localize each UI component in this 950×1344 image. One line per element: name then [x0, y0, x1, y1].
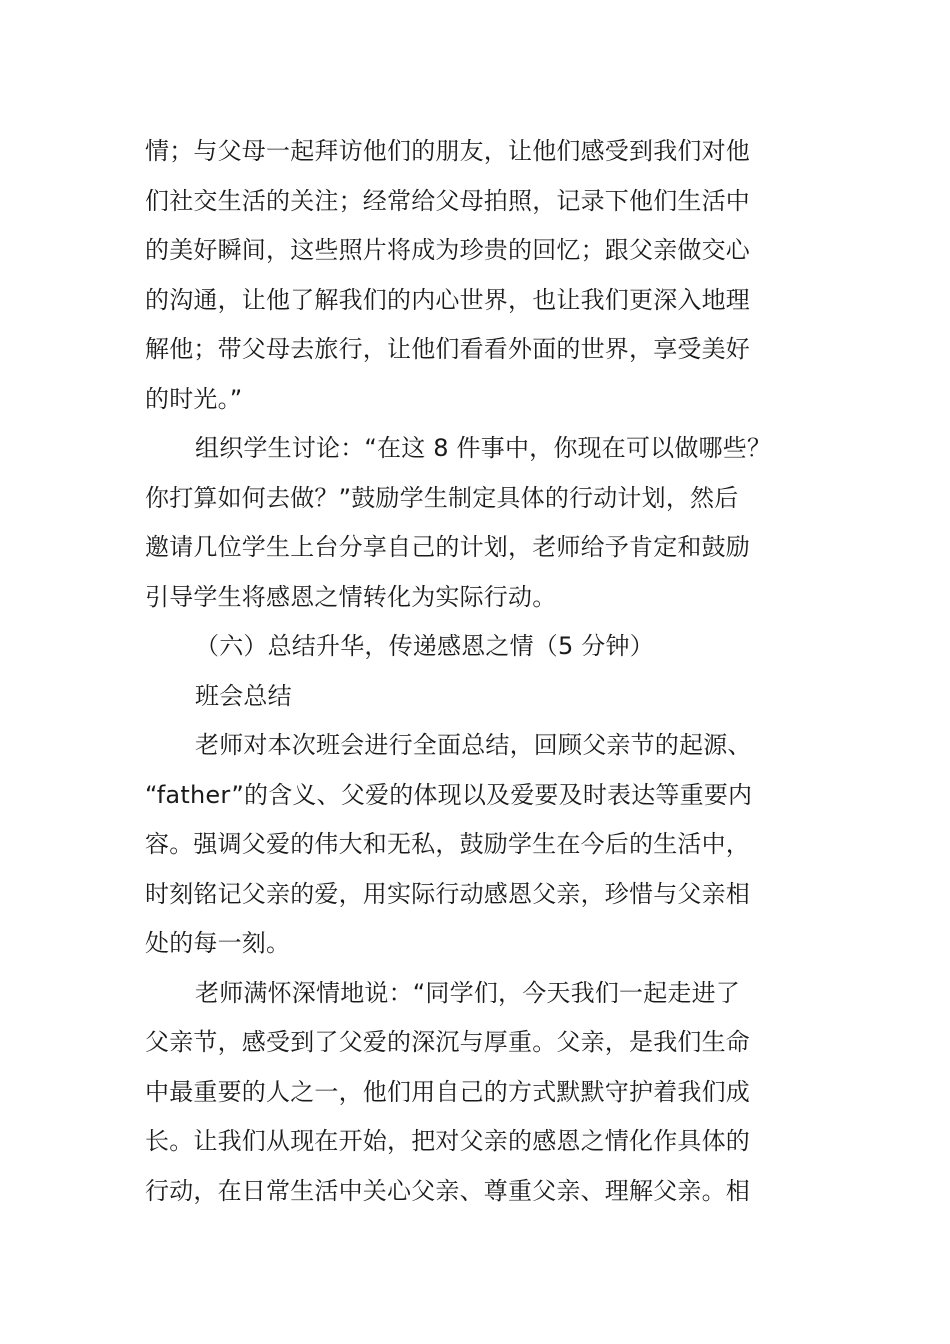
paragraph-start-line: 老师满怀深情地说：“同学们，今天我们一起走进了 — [195, 978, 741, 1007]
text-line: 父亲节，感受到了父爱的深沉与厚重。父亲，是我们生命 — [145, 1028, 750, 1056]
section-heading: （六）总结升华，传递感恩之情（5 分钟） — [195, 632, 654, 660]
paragraph-start-line: 老师对本次班会进行全面总结，回顾父亲节的起源、 — [195, 731, 752, 759]
text-line: 的美好瞬间，这些照片将成为珍贵的回忆；跟父亲做交心 — [145, 236, 750, 264]
text-line: 中最重要的人之一，他们用自己的方式默默守护着我们成 — [145, 1077, 750, 1106]
text-line: 引导学生将感恩之情转化为实际行动。 — [145, 582, 557, 611]
text-line: 的沟通，让他了解我们的内心世界，也让我们更深入地理 — [145, 285, 750, 314]
subsection-heading: 班会总结 — [195, 681, 292, 710]
text-line: 们社交生活的关注；经常给父母拍照，记录下他们生活中 — [145, 186, 750, 215]
document-body — [145, 127, 815, 1216]
text-line: 你打算如何去做？”鼓励学生制定具体的行动计划，然后 — [145, 483, 739, 512]
text-line: 解他；带父母去旅行，让他们看看外面的世界，享受美好 — [145, 335, 750, 363]
paragraph-start-line: 组织学生讨论：“在这 8 件事中，你现在可以做哪些？ — [195, 434, 772, 462]
text-line: 长。让我们从现在开始，把对父亲的感恩之情化作具体的 — [145, 1127, 750, 1155]
text-line: 情；与父母一起拜访他们的朋友，让他们感受到我们对他 — [145, 137, 750, 165]
text-line: 行动，在日常生活中关心父亲、尊重父亲、理解父亲。相 — [145, 1176, 750, 1205]
text-line: 的时光。” — [145, 384, 243, 413]
text-line: 容。强调父爱的伟大和无私，鼓励学生在今后的生活中， — [145, 830, 750, 858]
text-line: 邀请几位学生上台分享自己的计划，老师给予肯定和鼓励 — [145, 533, 750, 561]
text-line: 处的每一刻。 — [145, 929, 291, 957]
text-line: 时刻铭记父亲的爱，用实际行动感恩父亲，珍惜与父亲相 — [145, 879, 750, 908]
text-line: “father”的含义、父爱的体现以及爱要及时表达等重要内 — [145, 780, 753, 809]
